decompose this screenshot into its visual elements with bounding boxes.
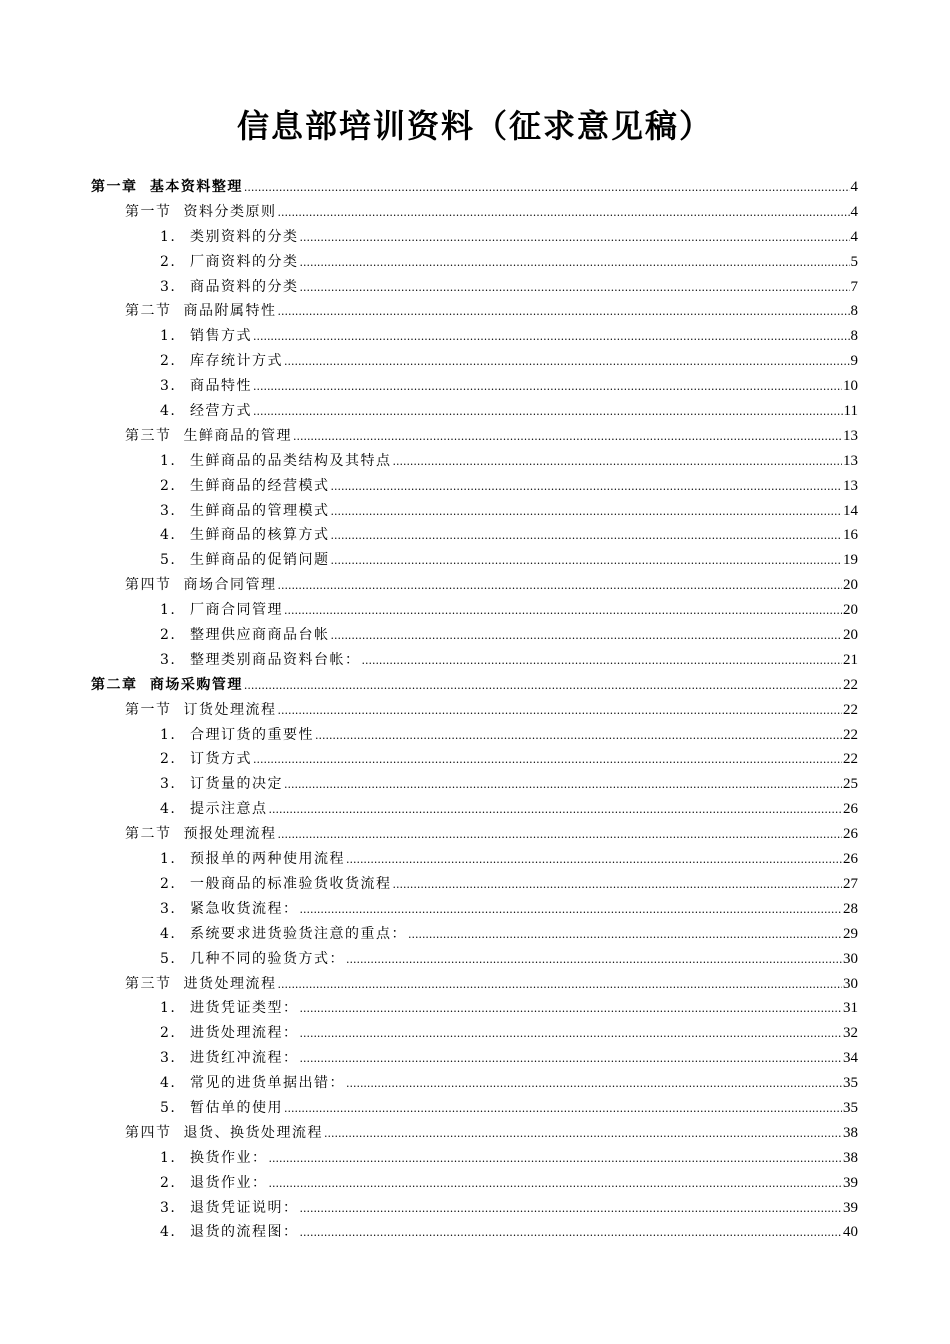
- toc-page-number: 22: [843, 701, 858, 718]
- dot-leader: [253, 748, 842, 773]
- toc-item[interactable]: [0, 1171, 950, 1196]
- toc-page-number: 26: [843, 826, 858, 843]
- dot-leader: [244, 674, 842, 699]
- toc-page-number: 31: [843, 1000, 858, 1017]
- toc-label: [160, 797, 267, 822]
- toc-number: 第四节: [125, 577, 172, 594]
- toc-text: 订货处理流程: [183, 701, 277, 718]
- toc-item[interactable]: [0, 648, 950, 673]
- toc-text: 商品特性: [189, 378, 252, 395]
- toc-page-number: 13: [843, 427, 858, 444]
- toc-label: [125, 573, 276, 598]
- page-title: 信息部培训资料（征求意见稿）: [236, 107, 713, 145]
- toc-page-number: 40: [843, 1224, 858, 1241]
- toc-number: 2.: [160, 751, 177, 768]
- toc-number: 1.: [160, 228, 177, 245]
- toc-number: 第一节: [125, 203, 172, 220]
- toc-label: [91, 673, 243, 698]
- toc-item[interactable]: [0, 474, 950, 499]
- toc-number: 3.: [160, 651, 177, 668]
- toc-label: [160, 523, 329, 548]
- toc-number: 3.: [160, 502, 177, 519]
- toc-item[interactable]: [0, 449, 950, 474]
- toc-number: 2.: [160, 627, 177, 644]
- toc-number: 4.: [160, 1075, 177, 1092]
- toc-number: 第一节: [125, 701, 172, 718]
- toc-text: 退货作业：: [189, 1174, 268, 1191]
- toc-page-number: 25: [843, 776, 858, 793]
- toc-text: 商品附属特性: [183, 303, 277, 320]
- toc-page-number: 26: [843, 851, 858, 868]
- toc-label: [160, 772, 283, 797]
- toc-section[interactable]: [0, 424, 950, 449]
- toc-label: [160, 897, 298, 922]
- toc-chapter[interactable]: [0, 175, 950, 200]
- toc-number: 3.: [160, 1199, 177, 1216]
- dot-leader: [268, 1147, 842, 1172]
- toc-page-number: 13: [843, 477, 858, 494]
- toc-label: [160, 723, 314, 748]
- toc-number: 3.: [160, 776, 177, 793]
- toc-text: 一般商品的标准验货收货流程: [189, 875, 392, 892]
- toc-number: 5.: [160, 552, 177, 569]
- toc-item[interactable]: [0, 1071, 950, 1096]
- toc-label: [160, 1146, 267, 1171]
- toc-number: 3.: [160, 1050, 177, 1067]
- toc-label: [160, 747, 252, 772]
- toc-label: [160, 922, 407, 947]
- toc-number: 4.: [160, 801, 177, 818]
- toc-text: 生鲜商品的品类结构及其特点: [189, 452, 392, 469]
- toc-text: 厂商资料的分类: [189, 253, 299, 270]
- toc-page-number: 14: [843, 502, 858, 519]
- toc-item[interactable]: [0, 250, 950, 275]
- dot-leader: [284, 773, 842, 798]
- toc-section[interactable]: [0, 972, 950, 997]
- toc-text: 类别资料的分类: [189, 228, 299, 245]
- toc-text: 整理供应商商品台帐: [189, 627, 330, 644]
- toc-label: [160, 324, 252, 349]
- toc-label: [125, 299, 276, 324]
- toc-number: 2.: [160, 253, 177, 270]
- toc-section[interactable]: [0, 299, 950, 324]
- toc-number: 2.: [160, 1174, 177, 1191]
- toc-label: [160, 1096, 283, 1121]
- dot-leader: [315, 724, 842, 749]
- toc-page-number: 16: [843, 527, 858, 544]
- toc-text: 退货的流程图：: [189, 1224, 299, 1241]
- dot-leader: [277, 699, 842, 724]
- toc-number: 第三节: [125, 975, 172, 992]
- toc-page-number: 20: [843, 602, 858, 619]
- toc-item[interactable]: [0, 1021, 950, 1046]
- toc-label: [160, 225, 298, 250]
- toc-label: [160, 499, 329, 524]
- toc-label: [160, 598, 283, 623]
- toc-text: 进货处理流程：: [189, 1025, 299, 1042]
- toc-item[interactable]: [0, 225, 950, 250]
- toc-page-number: 22: [843, 726, 858, 743]
- toc-page-number: 19: [843, 552, 858, 569]
- toc-item[interactable]: [0, 374, 950, 399]
- toc-text: 退货、换货处理流程: [183, 1124, 323, 1141]
- toc-number: 2.: [160, 477, 177, 494]
- dot-leader: [361, 649, 842, 674]
- dot-leader: [299, 251, 849, 276]
- toc-text: 经营方式: [189, 403, 252, 420]
- toc-text: 生鲜商品的核算方式: [189, 527, 330, 544]
- toc-number: 3.: [160, 900, 177, 917]
- toc-item[interactable]: [0, 996, 950, 1021]
- toc-label: [160, 349, 283, 374]
- dot-leader: [277, 973, 842, 998]
- toc-label: [160, 996, 298, 1021]
- toc-label: [125, 200, 276, 225]
- toc-text: 几种不同的验货方式：: [189, 950, 345, 967]
- toc-label: [160, 1171, 267, 1196]
- dot-leader: [346, 1072, 842, 1097]
- dot-leader: [408, 923, 842, 948]
- toc-text: 预报单的两种使用流程: [189, 851, 345, 868]
- toc-text: 商品资料的分类: [189, 278, 299, 295]
- dot-leader: [330, 624, 842, 649]
- toc-text: 暂估单的使用: [189, 1099, 283, 1116]
- toc-item[interactable]: [0, 797, 950, 822]
- toc-text: 常见的进货单据出错：: [189, 1075, 345, 1092]
- dot-leader: [346, 948, 842, 973]
- toc-item[interactable]: [0, 1096, 950, 1121]
- toc-page-number: 4: [850, 228, 858, 245]
- toc-page-number: 26: [843, 801, 858, 818]
- toc-item[interactable]: [0, 548, 950, 573]
- toc-label: [160, 1046, 298, 1071]
- toc-page-number: 39: [843, 1174, 858, 1191]
- toc-number: 1.: [160, 452, 177, 469]
- dot-leader: [277, 574, 842, 599]
- toc-text: 商场采购管理: [149, 676, 243, 693]
- toc-item[interactable]: [0, 399, 950, 424]
- toc-item[interactable]: [0, 1146, 950, 1171]
- toc-label: [160, 947, 345, 972]
- toc-page-number: 5: [850, 253, 858, 270]
- dot-leader: [299, 997, 842, 1022]
- toc-item[interactable]: [0, 349, 950, 374]
- dot-leader: [268, 1172, 842, 1197]
- dot-leader: [299, 898, 842, 923]
- dot-leader: [284, 599, 842, 624]
- toc-page-number: 13: [843, 452, 858, 469]
- dot-leader: [346, 848, 842, 873]
- toc-number: 4.: [160, 527, 177, 544]
- toc-label: [160, 399, 252, 424]
- dot-leader: [293, 425, 842, 450]
- toc-label: [160, 872, 391, 897]
- toc-item[interactable]: [0, 499, 950, 524]
- toc-label: [160, 449, 391, 474]
- toc-number: 4.: [160, 1224, 177, 1241]
- toc-page-number: 20: [843, 577, 858, 594]
- toc-label: [160, 275, 298, 300]
- dot-leader: [253, 400, 843, 425]
- toc-number: 2.: [160, 875, 177, 892]
- toc-item[interactable]: [0, 1220, 950, 1245]
- toc-item[interactable]: [0, 598, 950, 623]
- toc-label: [125, 698, 276, 723]
- toc-text: 资料分类原则: [183, 203, 277, 220]
- toc-label: [160, 847, 345, 872]
- dot-leader: [330, 475, 842, 500]
- toc-chapter[interactable]: [0, 673, 950, 698]
- toc-page-number: 11: [843, 403, 858, 420]
- toc-page-number: 30: [843, 975, 858, 992]
- toc-number: 1.: [160, 602, 177, 619]
- dot-leader: [277, 201, 849, 226]
- dot-leader: [330, 549, 842, 574]
- toc-label: [160, 623, 329, 648]
- dot-leader: [268, 798, 842, 823]
- toc-page-number: 8: [850, 328, 858, 345]
- toc-section[interactable]: [0, 1121, 950, 1146]
- toc-text: 进货处理流程: [183, 975, 277, 992]
- toc-number: 第二节: [125, 303, 172, 320]
- toc-page-number: 22: [843, 751, 858, 768]
- dot-leader: [299, 1047, 842, 1072]
- dot-leader: [253, 375, 842, 400]
- dot-leader: [299, 226, 849, 251]
- toc-number: 3.: [160, 378, 177, 395]
- toc-number: 1.: [160, 328, 177, 345]
- toc-label: [160, 1021, 298, 1046]
- dot-leader: [299, 1221, 842, 1246]
- dot-leader: [277, 300, 849, 325]
- toc-number: 1.: [160, 1149, 177, 1166]
- toc-number: 5.: [160, 950, 177, 967]
- toc-page-number: 38: [843, 1149, 858, 1166]
- toc-text: 生鲜商品的经营模式: [189, 477, 330, 494]
- toc-page-number: 21: [843, 651, 858, 668]
- toc-item[interactable]: [0, 1046, 950, 1071]
- toc-page-number: 27: [843, 875, 858, 892]
- dot-leader: [330, 500, 842, 525]
- toc-page-number: 29: [843, 925, 858, 942]
- toc-number: 第二章: [91, 676, 138, 693]
- toc-number: 第二节: [125, 826, 172, 843]
- toc-text: 紧急收货流程：: [189, 900, 299, 917]
- toc-text: 合理订货的重要性: [189, 726, 314, 743]
- toc-number: 1.: [160, 726, 177, 743]
- dot-leader: [244, 176, 850, 201]
- toc-section[interactable]: [0, 200, 950, 225]
- toc-item[interactable]: [0, 723, 950, 748]
- toc-page-number: 32: [843, 1025, 858, 1042]
- toc-text: 退货凭证说明：: [189, 1199, 299, 1216]
- toc-text: 生鲜商品的管理模式: [189, 502, 330, 519]
- toc-number: 第一章: [91, 179, 138, 195]
- toc-page-number: 34: [843, 1050, 858, 1067]
- toc-text: 基本资料整理: [149, 179, 243, 195]
- toc-item[interactable]: [0, 623, 950, 648]
- toc-text: 提示注意点: [189, 801, 268, 818]
- table-of-contents: [0, 175, 950, 1245]
- toc-page-number: 22: [843, 676, 858, 693]
- toc-section[interactable]: [0, 822, 950, 847]
- toc-label: [160, 374, 252, 399]
- toc-text: 预报处理流程: [183, 826, 277, 843]
- toc-number: 4.: [160, 403, 177, 420]
- toc-page-number: 35: [843, 1075, 858, 1092]
- toc-section[interactable]: [0, 573, 950, 598]
- toc-page-number: 28: [843, 900, 858, 917]
- dot-leader: [299, 1022, 842, 1047]
- toc-text: 库存统计方式: [189, 353, 283, 370]
- toc-label: [160, 1220, 298, 1245]
- toc-text: 订货方式: [189, 751, 252, 768]
- toc-text: 销售方式: [189, 328, 252, 345]
- toc-label: [160, 474, 329, 499]
- toc-page-number: 38: [843, 1124, 858, 1141]
- toc-page-number: 8: [850, 303, 858, 320]
- toc-item[interactable]: [0, 523, 950, 548]
- toc-number: 第四节: [125, 1124, 172, 1141]
- dot-leader: [253, 325, 850, 350]
- toc-label: [125, 822, 276, 847]
- toc-item[interactable]: [0, 897, 950, 922]
- dot-leader: [284, 350, 850, 375]
- toc-number: 5.: [160, 1099, 177, 1116]
- toc-text: 进货凭证类型：: [189, 1000, 299, 1017]
- toc-number: 3.: [160, 278, 177, 295]
- toc-label: [125, 424, 292, 449]
- toc-item[interactable]: [0, 872, 950, 897]
- toc-item[interactable]: [0, 275, 950, 300]
- dot-leader: [392, 450, 842, 475]
- toc-page-number: 30: [843, 950, 858, 967]
- toc-section[interactable]: [0, 698, 950, 723]
- toc-text: 换货作业：: [189, 1149, 268, 1166]
- dot-leader: [392, 873, 842, 898]
- toc-text: 厂商合同管理: [189, 602, 283, 619]
- toc-item[interactable]: [0, 772, 950, 797]
- dot-leader: [330, 524, 842, 549]
- toc-item[interactable]: [0, 747, 950, 772]
- dot-leader: [324, 1122, 842, 1147]
- toc-text: 商场合同管理: [183, 577, 277, 594]
- toc-label: [160, 1196, 298, 1221]
- dot-leader: [277, 823, 842, 848]
- toc-page-number: 35: [843, 1099, 858, 1116]
- toc-number: 2.: [160, 353, 177, 370]
- toc-text: 系统要求进货验货注意的重点：: [189, 925, 407, 942]
- toc-label: [160, 548, 329, 573]
- toc-page-number: 9: [850, 353, 858, 370]
- toc-label: [160, 250, 298, 275]
- toc-text: 订货量的决定: [189, 776, 283, 793]
- toc-text: 整理类别商品资料台帐：: [189, 651, 361, 668]
- toc-page-number: 10: [843, 378, 858, 395]
- toc-label: [125, 1121, 323, 1146]
- toc-number: 1.: [160, 1000, 177, 1017]
- dot-leader: [299, 1197, 842, 1222]
- toc-label: [125, 972, 276, 997]
- toc-label: [160, 648, 360, 673]
- toc-page-number: 20: [843, 627, 858, 644]
- toc-item[interactable]: [0, 947, 950, 972]
- toc-page-number: 7: [850, 278, 858, 295]
- toc-item[interactable]: [0, 847, 950, 872]
- toc-number: 2.: [160, 1025, 177, 1042]
- toc-number: 第三节: [125, 427, 172, 444]
- toc-item[interactable]: [0, 324, 950, 349]
- toc-text: 进货红冲流程：: [189, 1050, 299, 1067]
- toc-item[interactable]: [0, 1196, 950, 1221]
- toc-text: 生鲜商品的管理: [183, 427, 292, 444]
- toc-page-number: 4: [850, 203, 858, 220]
- toc-text: 生鲜商品的促销问题: [189, 552, 330, 569]
- toc-label: [91, 175, 243, 200]
- toc-number: 4.: [160, 925, 177, 942]
- dot-leader: [299, 276, 849, 301]
- toc-page-number: 39: [843, 1199, 858, 1216]
- dot-leader: [284, 1097, 842, 1122]
- toc-label: [160, 1071, 345, 1096]
- toc-number: 1.: [160, 851, 177, 868]
- toc-item[interactable]: [0, 922, 950, 947]
- toc-page-number: 4: [850, 179, 858, 195]
